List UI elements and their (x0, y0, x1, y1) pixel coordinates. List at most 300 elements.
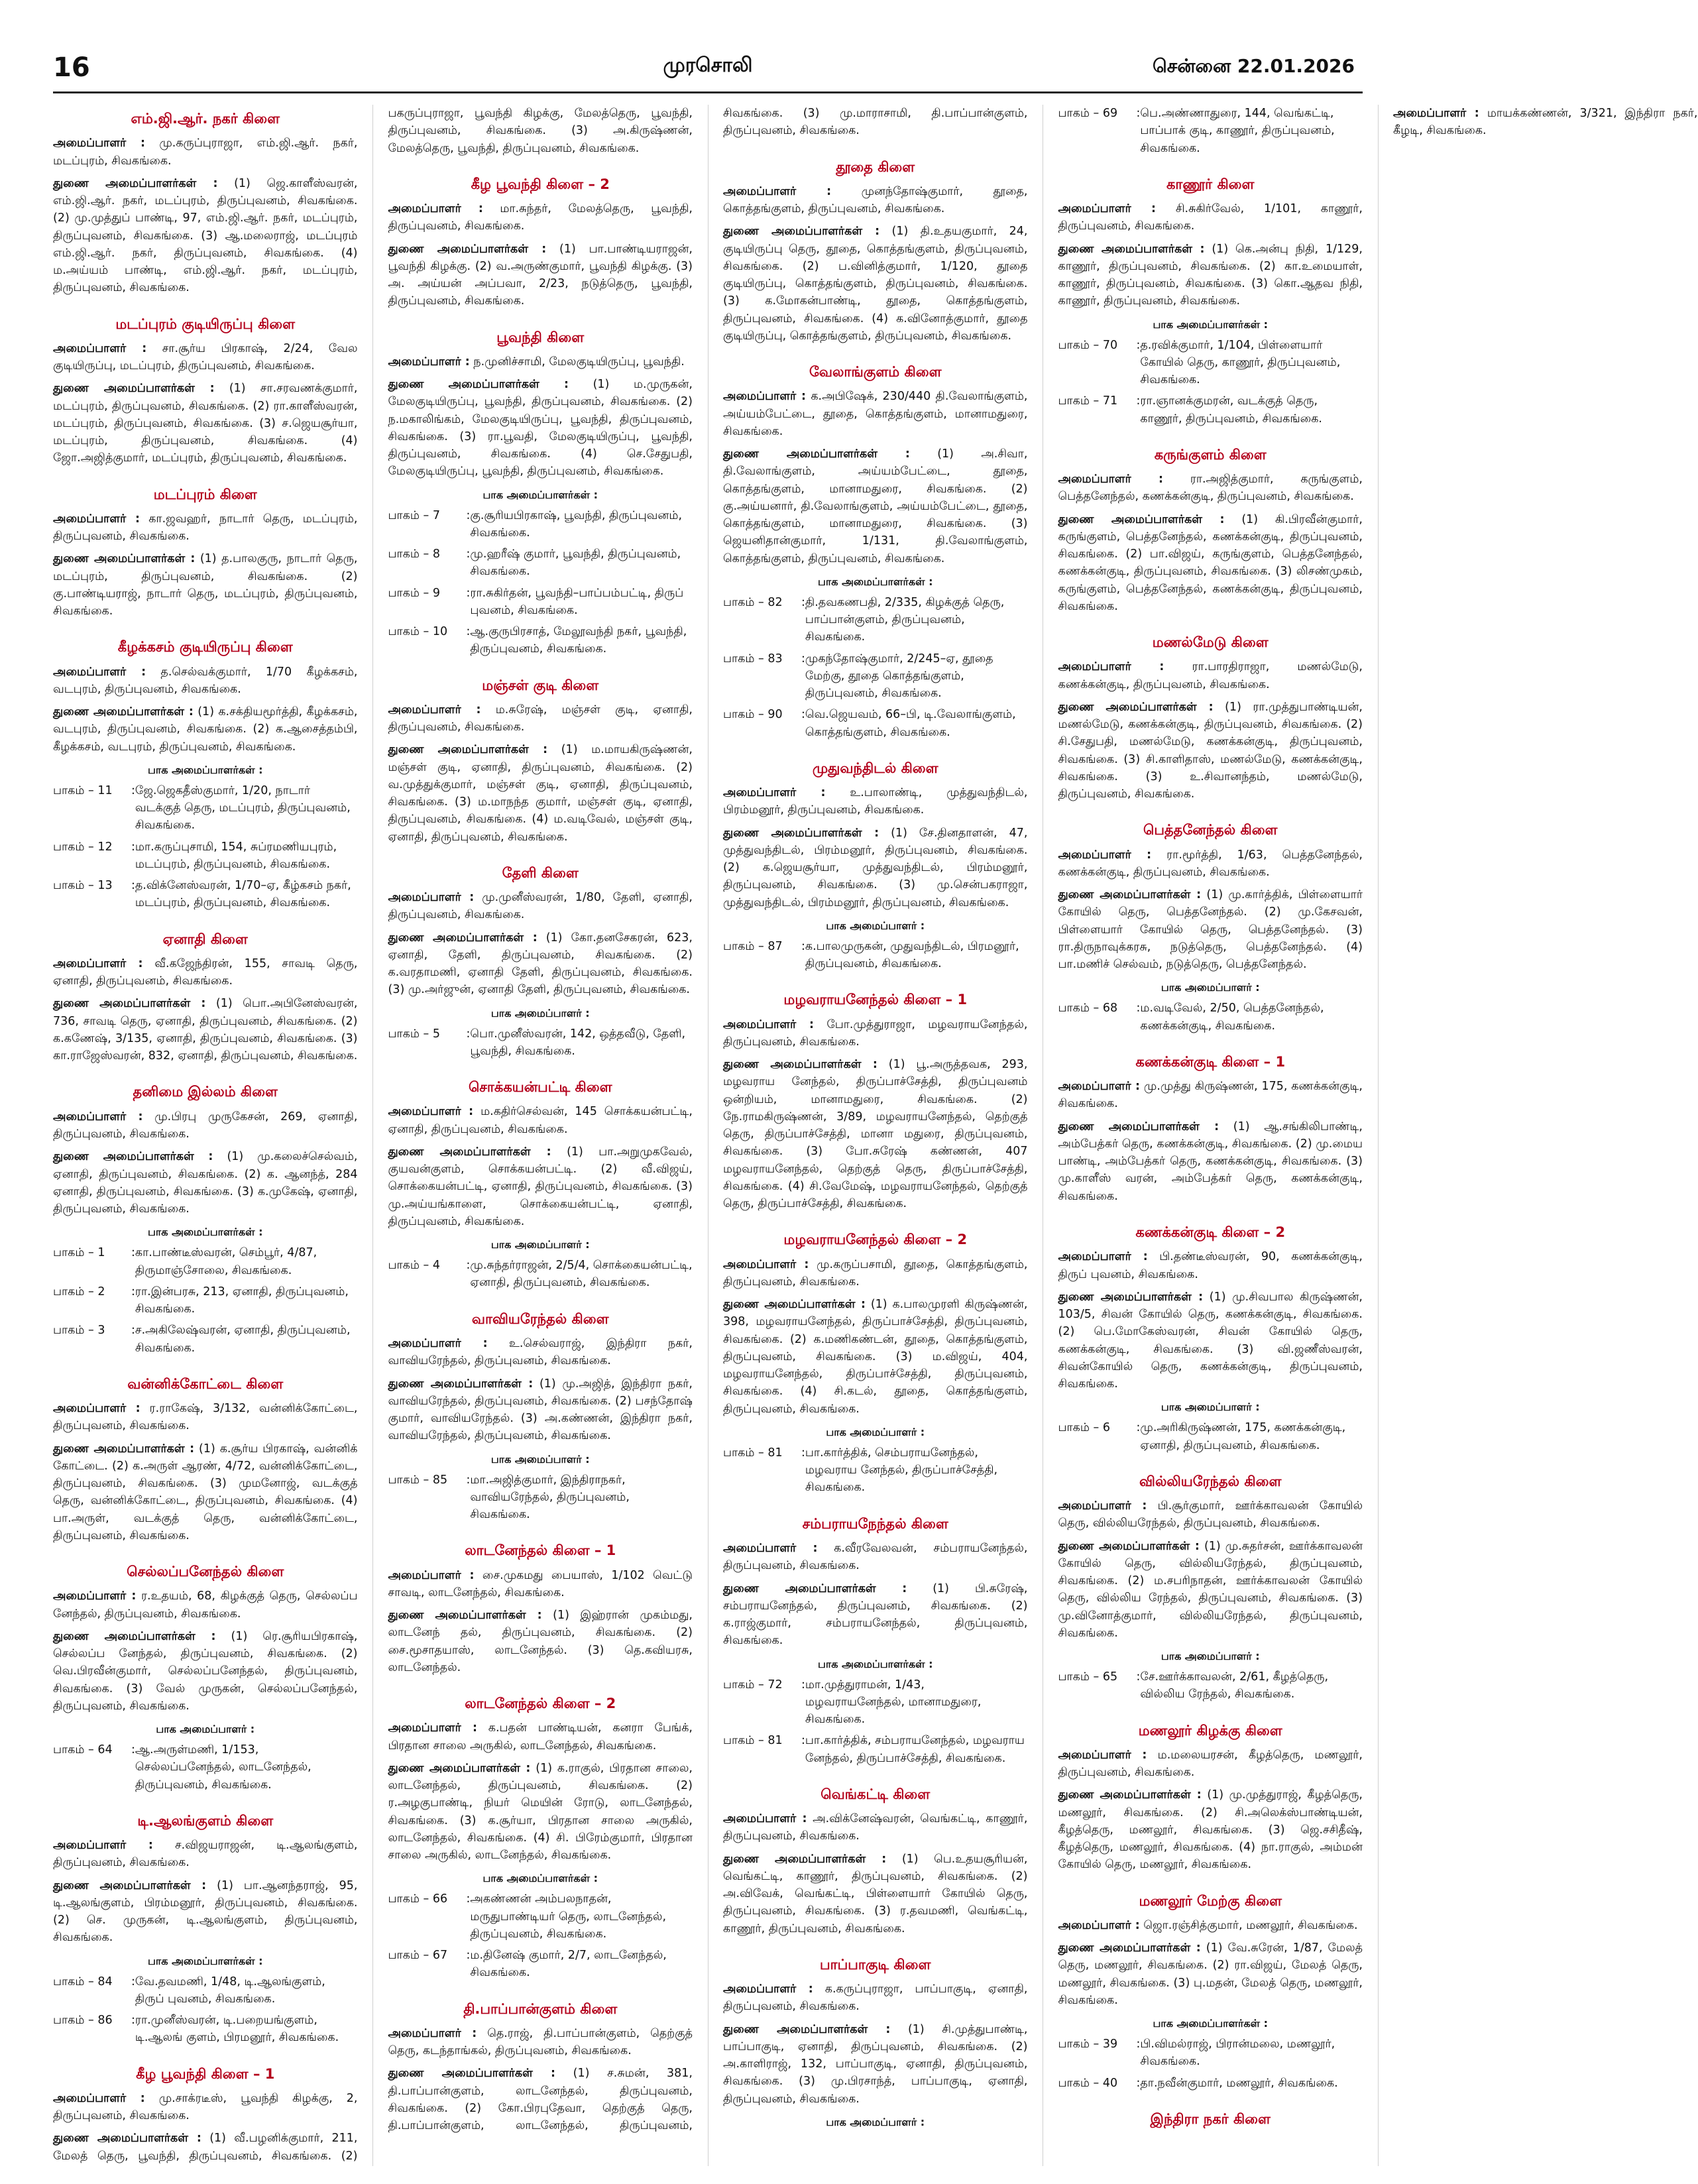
member-entry (53, 1400, 358, 1435)
branch-section (723, 1786, 1028, 1937)
member-entry (53, 380, 358, 467)
role-label: அமைப்பாளர் : (53, 956, 143, 970)
member-entry (388, 1607, 693, 1676)
member-entry (1058, 1497, 1363, 1532)
part-number: பாகம் – 66 (388, 1892, 448, 1906)
part-number: பாகம் – 5 (388, 1027, 440, 1041)
member-entry (1058, 200, 1363, 235)
part-number: பாகம் – 1 (53, 1246, 105, 1260)
member-names: (1) ரெ.சூரியபிரகாஷ், செல்லப்ப னேந்தல், திருப்புவனம், சிவகங்கை. (2) வெ.பிரவீன்குமார், செல்லப்பனேந்தல், திருப்புவனம், சிவகங்கை. (3) வேல் முருகன், செல்லப்பனேந்தல், திருப்புவனம், சிவகங்கை. (53, 1629, 358, 1713)
role-label: அமைப்பாளர் : (723, 1017, 815, 1031)
branch-section (1058, 821, 1363, 1035)
member-names: (1) மு.சுதர்சன், ஊர்க்காவலன் கோயில் தெரு, வில்லியரேந்தல், திருப்புவனம், சிவகங்கை. (2) ம.சபரிநாதன், ஊர்க்காவலன் கோயில் தெரு, வில்லிய ரேந்தல், திருப்புவனம், சிவகங்கை. (3) மு.வினோத்குமார், வில்லியரேந்தல், திருப்புவனம், சிவகங்கை. (1058, 1539, 1363, 1640)
part-number: பாகம் – 40 (1058, 2076, 1118, 2090)
parts-heading: பாக அமைப்பாளர்கள் : (818, 1657, 933, 1670)
part-details: பா.கார்த்திக், சம்பராயனேந்தல், மழவராய னேந்தல், திருப்பாச்சேத்தி, சிவகங்கை. (805, 1734, 1025, 1765)
member-names: முனந்தோஷ்குமார், தூதை, கொத்தங்குளம், திருப்புவனம், சிவகங்கை. (723, 184, 1028, 216)
branch-section (388, 1078, 693, 1292)
member-names: (1) த.பாலகுரு, நாடார் தெரு, மடப்புரம், திருப்புவனம், சிவகங்கை. (2) கு.பாண்டியராஜ், நாடார் தெரு, மடப்புரம், திருப்புவனம், சிவகங்கை. (53, 552, 358, 618)
member-names: (1) பொ.அபினேஸ்வரன், 736, சாவடி தெரு, ஏனாதி, திருப்புவனம், சிவகங்கை. (2) க.கணேஷ், 3/135, ஏனாதி, திருப்புவனம், சிவகங்கை. (3) கா.ராஜேஸ்வரன், 832, ஏனாதி, திருப்புவனம், சிவகங்கை. (53, 997, 358, 1063)
branch-section (388, 1310, 693, 1524)
role-label: அமைப்பாளர் : (53, 512, 140, 526)
role-label: துணை அமைப்பாளர்கள் : (388, 1761, 531, 1775)
member-names: (1) மு.முத்துராஜ், கீழத்தெரு, மணலூர், சிவகங்கை. (2) சி.அலெக்ஸ்பாண்டியன், கீழத்தெரு, மணலூர், சிவகங்கை. (3) ஜெ.சசிதீஷ், கீழத்தெரு, மணலூர், சிவகங்கை. (4) நா.ராகுல், அம்மன் கோயில் தெரு, மணலூர், சிவகங்கை. (1058, 1788, 1363, 1872)
parts-heading: பாக அமைப்பாளர்கள் : (482, 488, 598, 501)
member-names: பி.தண்டீஸ்வரன், 90, கணக்கன்குடி, திருப் புவனம், சிவகங்கை. (1058, 1250, 1363, 1281)
member-entry (1058, 1786, 1363, 1873)
part-number: பாகம் – 71 (1058, 394, 1118, 408)
member-names: (1) ம.மாயகிருஷ்ணன், மஞ்சள் குடி, ஏனாதி, திருப்புவனம், சிவகங்கை. (2) வ.முத்துக்குமார், மஞ்சள் குடி, ஏனாதி, திருப்புவனம், சிவகங்கை. (3) ம.மாநந்த குமார், மஞ்சள் குடி, ஏனாதி, திருப்புவனம், சிவகங்கை. (4) ம.வடிவேல், மஞ்சள் குடி, ஏனாதி, திருப்புவனம், சிவகங்கை. (388, 743, 693, 844)
part-row (1058, 2075, 1363, 2092)
part-row (723, 650, 1028, 703)
part-row (53, 1244, 358, 1279)
part-separator: : (131, 1743, 135, 1757)
part-separator: : (1136, 1002, 1141, 1015)
branch-title: வேலாங்குளம் கிளை (809, 364, 942, 380)
branch-section (53, 1563, 358, 1794)
role-label: அமைப்பாளர் : (1058, 473, 1164, 487)
branch-section (1058, 1892, 1363, 2092)
member-names: மு.கருப்பசாமி, தூதை, கொத்தங்குளம், திருப்புவனம், சிவகங்கை. (723, 1257, 1028, 1289)
member-names: ரா.அஜித்குமார், கருங்குளம், பெத்தனேந்தல், கணக்கன்குடி, திருப்புவனம், சிவகங்கை. (1058, 473, 1363, 504)
part-details: த.ரவிக்குமார், 1/104, பிள்ளையார் கோயில் தெரு, காணூர், திருப்புவனம், சிவகங்கை. (1140, 338, 1341, 387)
branch-section (53, 1375, 358, 1544)
member-names: சை.முகமது பையாஸ், 1/102 வெட்டு சாவடி, லாடனேந்தல், சிவகங்கை. (388, 1568, 693, 1599)
part-separator: : (466, 1473, 471, 1487)
listing-columns (53, 105, 1698, 2166)
part-number: பாகம் – 68 (1058, 1002, 1118, 1015)
role-label: அமைப்பாளர் : (53, 1589, 137, 1603)
branch-section (388, 176, 693, 310)
part-number: பாகம் – 86 (53, 2014, 113, 2028)
part-row (1058, 337, 1363, 389)
part-row (53, 1283, 358, 1318)
part-separator: : (131, 840, 135, 854)
part-number: பாகம் – 67 (388, 1949, 448, 1963)
part-row (1058, 392, 1363, 428)
member-names: (1) மு.அஜித், இந்திரா நகர், வாவியரேந்தல், திருப்புவனம், சிவகங்கை. (2) பசந்தோஷ் குமார், வாவியரேந்தல். (3) அ.கண்ணன், இந்திரா நகர், வாவியரேந்தல், திருப்புவனம், சிவகங்கை. (388, 1377, 693, 1443)
part-separator: : (131, 783, 135, 797)
role-label: அமைப்பாளர் : (53, 1110, 143, 1123)
member-entry (388, 1375, 693, 1445)
member-entry (723, 183, 1028, 218)
role-label: துணை அமைப்பாளர்கள் : (388, 931, 538, 945)
branch-section (1058, 634, 1363, 803)
member-names: ரா.மூர்த்தி, 1/63, பெத்தனேந்தல், கணக்கன்குடி, திருப்புவனம், சிவகங்கை. (1058, 848, 1363, 879)
part-details: முகந்தோஷ்குமார், 2/245–ஏ, தூதை மேற்கு, தூதை கொத்தங்குளம், திருப்புவனம், சிவகங்கை. (805, 652, 993, 701)
part-separator: : (801, 652, 805, 665)
parts-heading: பாக அமைப்பாளர் : (826, 919, 925, 932)
member-names: (1) தி.உதயகுமார், 24, குடியிருப்பு தெரு, தூதை, கொத்தங்குளம், திருப்புவனம், சிவகங்கை. (2) ப.வினித்குமார், 1/120, தூதை குடியிருப்பு, கொத்தங்குளம், திருப்புவனம், சிவகங்கை. (3) க.மோகன்பாண்டி, தூதை, கொத்தங்குளம், திருப்புவனம், சிவகங்கை. (4) க.வினோத்குமார், தூதை குடியிருப்பு, கொத்தங்குளம், திருப்புவனம், சிவகங்கை. (723, 225, 1028, 343)
role-label: அமைப்பாளர் : (53, 341, 147, 355)
role-label: துணை அமைப்பாளர்கள் : (723, 2022, 891, 2036)
part-row (1058, 1668, 1363, 1703)
branch-title: மழவராயனேந்தல் கிளை – 1 (783, 992, 968, 1008)
part-details: பொ.முனீஸ்வரன், 142, ஒத்தவீடு, தேளி, பூவந்தி, சிவகங்கை. (470, 1027, 686, 1058)
member-entry (1058, 1917, 1363, 1934)
branch-title: கீழ பூவந்தி கிளை – 1 (136, 2065, 275, 2082)
member-names: (1) சே.தினதாளன், 47, முத்துவந்திடல், பிரம்மனூர், திருப்புவனம், சிவகங்கை. (2) க.ஜெயசூர்யா, முத்துவந்திடல், பிரம்மனூர், திருப்புவனம், சிவகங்கை. (3) மு.சென்பகராஜா, முத்துவந்திடல், பிரம்மனூர், திருப்புவனம், சிவகங்கை. (723, 826, 1028, 909)
part-separator: : (131, 1285, 135, 1298)
role-label: அமைப்பாளர் : (723, 184, 832, 198)
part-details: ரா.இன்பரசு, 213, ஏனாதி, திருப்புவனம், சிவகங்கை. (135, 1285, 349, 1316)
role-label: அமைப்பாளர் : (53, 2091, 145, 2105)
role-label: துணை அமைப்பாளர்கள் : (388, 242, 547, 256)
part-row (53, 838, 358, 874)
branch-section (53, 110, 358, 297)
parts-heading: பாக அமைப்பாளர்கள் : (148, 1226, 263, 1239)
part-details: பெ.அண்ணாதுரை, 144, வெங்கட்டி, பாப்பாக் குடி, காணூர், திருப்புவனம், சிவகங்கை. (1140, 107, 1335, 155)
member-entry (1058, 1078, 1363, 1113)
member-names: கா.ஜவஹர், நாடார் தெரு, மடப்புரம், திருப்புவனம், சிவகங்கை. (53, 512, 358, 544)
part-number: பாகம் – 81 (723, 1734, 783, 1748)
role-label: அமைப்பாளர் : (723, 786, 826, 800)
member-entry (723, 1981, 1028, 2016)
branch-title: கீழ பூவந்தி கிளை – 2 (471, 176, 610, 192)
branch-section (53, 316, 358, 467)
member-names: (1) சா.சரவணக்குமார், மடப்புரம், திருப்புவனம், சிவகங்கை. (2) ரா.காளீஸ்வரன், மடப்புரம், திருப்புவனம், சிவகங்கை. (3) ச.ஜெயசூர்யா, மடப்புரம், திருப்புவனம், சிவகங்கை. (4) ஜோ.அஜித்குமார், மடப்புரம், திருப்புவனம், சிவகங்கை. (53, 382, 358, 465)
branch-title: சொக்கயன்பட்டி கிளை (468, 1079, 612, 1096)
parts-heading: பாக அமைப்பாளர்கள் : (818, 575, 933, 588)
member-names: மு.முத்து கிருஷ்ணன், 175, கணக்கன்குடி, சிவகங்கை. (1058, 1080, 1363, 1111)
member-entry (723, 1256, 1028, 1291)
parts-heading: பாக அமைப்பாளர்கள் : (1153, 317, 1268, 331)
member-names: (1) இஹ்ரான் முகம்மது, லாடனேந் தல், திருப்புவனம், சிவகங்கை. (2) சை.மூசாதயாஸ், லாடனேந்தல். (3) தெ.கவியரசு, லாடனேந்தல். (388, 1609, 693, 1674)
role-label: துணை அமைப்பாளர்கள் : (1058, 1788, 1202, 1802)
role-label: துணை அமைப்பாளர்கள் : (723, 1852, 887, 1866)
member-entry (723, 1056, 1028, 1212)
member-entry (1058, 471, 1363, 506)
member-names: சா.சூர்ய பிரகாஷ், 2/24, வேல குடியிருப்பு, மடப்புரம், திருப்புவனம், சிவகங்கை. (53, 341, 358, 373)
member-entry (723, 1540, 1028, 1575)
part-separator: : (466, 508, 471, 522)
branch-title: காணூர் கிளை (1166, 176, 1255, 192)
member-entry (53, 1837, 358, 1872)
part-details: ரா.ஞானக்குமரன், வடக்குத் தெரு, காணூர், திருப்புவனம், சிவகங்கை. (1140, 394, 1322, 426)
part-row (723, 1676, 1028, 1729)
branch-title: பாப்பாகுடி கிளை (820, 1956, 931, 1973)
member-names: (1) ம.முருகன், மேலகுடியிருப்பு, பூவந்தி, திருப்புவனம், சிவகங்கை. (2) ந.மகாலிங்கம், மேலகுடியிருப்பு, பூவந்தி, திருப்புவனம், சிவகங்கை. (3) ரா.பூவதி, மேலகுடியிருப்பு, பூவந்தி, திருப்புவனம், சிவகங்கை. (4) செ.சேதுபதி, மேலகுடியிருப்பு, பூவந்தி, திருப்புவனம், சிவகங்கை. (388, 378, 693, 479)
branch-section (53, 638, 358, 911)
part-row (388, 1471, 693, 1524)
part-details: மா.அஜித்குமார், இந்திராநகர், வாவியரேந்தல், திருப்புவனம், சிவகங்கை. (470, 1473, 630, 1522)
role-label: துணை அமைப்பாளர்கள் : (388, 2067, 556, 2081)
member-entry (388, 1567, 693, 1602)
part-number: பாகம் – 90 (723, 708, 783, 722)
part-number: பாகம் – 11 (53, 783, 113, 797)
branch-section (723, 158, 1028, 345)
part-details: ஜே.ஜெகதீஸ்குமார், 1/20, நாடார் வடக்குத் தெரு, மடப்புரம், திருப்புவனம், சிவகங்கை. (135, 783, 351, 833)
branch-title: மடப்புரம் கிளை (153, 486, 257, 502)
part-details: பா.கார்த்திக், செம்பராயனேந்தல், மழவராய னேந்தல், திருப்பாச்சேத்தி, சிவகங்கை. (805, 1446, 998, 1495)
member-entry (388, 241, 693, 310)
part-number: பாகம் – 6 (1058, 1421, 1110, 1435)
part-number: பாகம் – 82 (723, 595, 783, 609)
member-names: க.பதன் பாண்டியன், கனரா பேங்க், பிரதான சாலை அருகில், லாடனேந்தல், சிவகங்கை. (388, 1721, 693, 1753)
branch-title: வில்லியரேந்தல் கிளை (1139, 1473, 1282, 1489)
part-row (723, 938, 1028, 973)
branch-title: வன்னிக்கோட்டை கிளை (127, 1375, 284, 1392)
member-entry (1058, 846, 1363, 882)
member-names: (1) சி.முத்துபாண்டி, பாப்பாகுடி, ஏனாதி, திருப்புவனம், சிவகங்கை. (2) அ.காளிராஜ், 132, பாப்பாகுடி, ஏனாதி, திருப்புவனம், சிவகங்கை. (3) மு.பிரசாந்த், பாப்பாகுடி, ஏனாதி, திருப்புவனம், சிவகங்கை. (723, 2022, 1028, 2106)
role-label: அமைப்பாளர் : (388, 355, 470, 369)
role-label: அமைப்பாளர் : (388, 1105, 474, 1119)
part-row (388, 1025, 693, 1061)
member-names: ர.ராகேஷ், 3/132, வன்னிக்கோட்டை, திருப்புவனம், சிவகங்கை. (53, 1402, 358, 1433)
parts-heading: பாக அமைப்பாளர்கள் : (148, 763, 263, 776)
member-entry (53, 1877, 358, 1947)
part-separator: : (801, 595, 805, 609)
member-names: (1) வே.சுரேன், 1/87, மேலத் தெரு, மணலூர், சிவகங்கை. (2) ரா.விஜய், மேலத் தெரு, மணலூர், சிவகங்கை. (3) பு.மதன், மேலத் தெரு, மணலூர், சிவகங்கை. (1058, 1941, 1363, 2007)
branch-section (723, 760, 1028, 973)
parts-heading: பாக அமைப்பாளர்கள் : (1153, 2017, 1268, 2030)
member-entry (53, 510, 358, 546)
branch-title: பெத்தனேந்தல் கிளை (1143, 822, 1278, 838)
member-names: ரா.பாரதிராஜா, மணல்மேடு, கணக்கன்குடி, திருப்புவனம், சிவகங்கை. (1058, 660, 1363, 691)
parts-heading: பாக அமைப்பாளர் : (1160, 1401, 1260, 1414)
parts-heading: பாக அமைப்பாளர்கள் : (482, 1872, 598, 1885)
member-entry (388, 1335, 693, 1370)
role-label: துணை அமைப்பாளர்கள் : (53, 1629, 216, 1643)
member-entry (53, 550, 358, 620)
branch-title: மணலூர் கிழக்கு கிளை (1138, 1722, 1282, 1739)
part-separator: : (1136, 2038, 1141, 2051)
branch-section (723, 363, 1028, 741)
newspaper-name: முரசொலி (663, 54, 753, 77)
part-separator: : (801, 1734, 805, 1748)
member-names: க.கருப்புராஜா, பாப்பாகுடி, ஏனாதி, திருப்புவனம், சிவகங்கை. (723, 1983, 1028, 2014)
member-names: (1) க.பாலமுரளி கிருஷ்ணன், 398, மழவராயனேந்தல், திருப்பாச்சேத்தி, திருப்புவனம், சிவகங்கை. (2) க.மணிகண்டன், தூதை, கொத்தங்குளம், திருப்புவனம், சிவகங்கை. (3) ம.விஜய், 404, மழவராயனேந்தல், திருப்பாச்சேத்தி, திருப்புவனம், சிவகங்கை. (4) சி.கடல், தூதை, கொத்தங்குளம், திருப்புவனம், சிவகங்கை. (723, 1298, 1028, 1416)
member-names: போ.முத்துராஜா, மழவராயனேந்தல், திருப்புவனம், சிவகங்கை. (723, 1017, 1028, 1049)
role-label: துணை அமைப்பாளர்கள் : (1058, 1290, 1204, 1304)
member-names: (1) கி.பிரவீன்குமார், கருங்குளம், பெத்தனேந்தல், கணக்கன்குடி, திருப்புவனம், சிவகங்கை. (2) பா.விஜய், கருங்குளம், பெத்தனேந்தல், கணக்கன்குடி, திருப்புவனம், சிவகங்கை. (3) லிசண்முகம், கருங்குளம், பெத்தனேந்தல், கணக்கன்குடி, திருப்புவனம், சிவகங்கை. (1058, 512, 1363, 613)
parts-heading: பாக அமைப்பாளர் : (1160, 1650, 1260, 1663)
member-names: (1) மு.சிவபால கிருஷ்ணன், 103/5, சிவன் கோயில் தெரு, கணக்கன்குடி, சிவகங்கை. (2) பெ.மோகேஸ்வரன், சிவன் கோயில் தெரு, கணக்கன்குடி, சிவகங்கை. (3) வி.ஜணீஸ்வரன், சிவன்கோயில் தெரு, கணக்கன்குடி, திருப்புவனம், சிவகங்கை. (1058, 1290, 1363, 1391)
role-label: அமைப்பாளர் : (1058, 1250, 1148, 1264)
part-details: ம.வடிவேல், 2/50, பெத்தனேந்தல், கணக்கன்குடி, சிவகங்கை. (1140, 1002, 1324, 1033)
member-names: தெ.ராஜ், தி.பாப்பான்குளம், தெற்குத் தெரு, கடந்தாங்கல், திருப்புவனம், சிவகங்கை. (388, 2026, 693, 2058)
member-entry (388, 200, 693, 235)
member-names: த.செல்வக்குமார், 1/70 கீழக்கசம், வடபுரம், திருப்புவனம், சிவகங்கை. (53, 665, 358, 696)
member-entry (388, 353, 693, 371)
part-separator: : (801, 1678, 805, 1692)
branch-title: செல்லப்பனேந்தல் கிளை (127, 1564, 284, 1580)
part-number: பாகம் – 81 (723, 1446, 783, 1460)
part-separator: : (466, 1892, 471, 1906)
branch-section (1058, 1722, 1363, 1874)
role-label: அமைப்பாளர் : (388, 2026, 477, 2040)
branch-section (388, 1695, 693, 1982)
part-details: வே.தவமணி, 1/48, டி.ஆலங்குளம், திருப் புவனம், சிவகங்கை. (135, 1975, 325, 2006)
part-row (388, 1257, 693, 1292)
role-label: துணை அமைப்பாளர்கள் : (723, 447, 910, 461)
member-names: க.அபிஷேக், 230/440 தி.வேலாங்குளம், அய்யம்பேட்டை, தூதை, கொத்தங்குளம், மானாமதுரை, சிவகங்கை. (723, 390, 1028, 438)
member-names: பி.சூர்குமார், ஊர்க்காவலன் கோயில் தெரு, வில்லியரேந்தல், திருப்புவனம், சிவகங்கை. (1058, 1499, 1363, 1530)
part-details: கா.பாண்டீஸ்வரன், செம்பூர், 4/87, திருமாஞ்சோலை, சிவகங்கை. (135, 1246, 317, 1277)
part-row (388, 1947, 693, 1982)
member-names: சி.சுகிர்வேல், 1/101, காணூர், திருப்புவனம், சிவகங்கை. (1058, 202, 1363, 233)
part-separator: : (466, 1027, 471, 1041)
role-label: அமைப்பாளர் : (1058, 660, 1164, 674)
part-number: பாகம் – 4 (388, 1259, 440, 1273)
role-label: அமைப்பாளர் : (388, 1568, 475, 1582)
part-details: தா.நவீன்குமார், மணலூர், சிவகங்கை. (1140, 2076, 1338, 2090)
header-divider (53, 91, 1363, 93)
part-separator: : (801, 708, 805, 722)
role-label: துணை அமைப்பாளர்கள் : (723, 1058, 877, 1072)
branch-title: மணல்மேடு கிளை (1152, 634, 1269, 651)
branch-title: முதுவந்திடல் கிளை (812, 760, 938, 776)
branch-section (723, 1231, 1028, 1496)
member-entry (1058, 1538, 1363, 1642)
branch-section (53, 486, 358, 620)
member-entry (388, 701, 693, 736)
member-names: (1) அ.சிவா, தி.வேலாங்குளம், அய்யம்பேட்டை, தூதை, கொத்தங்குளம், மானாமதுரை, சிவகங்கை. (2) கு.அய்யனார், தி.வேலாங்குளம், அய்யம்பேட்டை, தூதை, கொத்தங்குளம், மானாமதுரை, சிவகங்கை. (3) ஜெயனிதான்குமார், 1/131, தி.வேலாங்குளம், கொத்தங்குளம், திருப்புவனம், சிவகங்கை. (723, 447, 1028, 565)
branch-title: லாடனேந்தல் கிளை – 1 (465, 1542, 616, 1559)
part-number: பாகம் – 65 (1058, 1670, 1118, 1684)
member-entry (723, 1016, 1028, 1051)
member-entry (53, 1628, 358, 1715)
role-label: துணை அமைப்பாளர்கள் : (1058, 1539, 1200, 1553)
part-row (53, 1741, 358, 1794)
role-label: துணை அமைப்பாளர்கள் : (1058, 512, 1225, 526)
part-number: பாகம் – 87 (723, 939, 783, 953)
part-details: ம.தினேஷ் குமார், 2/7, லாடனேந்தல், சிவகங்கை. (470, 1949, 667, 1980)
member-entry (388, 2025, 693, 2060)
member-entry (723, 2021, 1028, 2108)
branch-title: கருங்குளம் கிளை (1154, 446, 1267, 463)
member-entry (53, 663, 358, 699)
role-label: அமைப்பாளர் : (53, 137, 146, 150)
role-label: அமைப்பாளர் : (1393, 107, 1479, 120)
member-entry (1058, 1939, 1363, 2009)
branch-title: பூவந்தி கிளை (496, 329, 585, 345)
member-names: ர.உதயம், 68, கிழக்குத் தெரு, செல்லப்ப னேந்தல், திருப்புவனம், சிவகங்கை. (53, 1589, 358, 1621)
parts-heading: பாக அமைப்பாளர் : (156, 1723, 255, 1736)
part-number: பாகம் – 10 (388, 625, 448, 639)
member-names: (1) பி.சுரேஷ், சம்பராயனேந்தல், திருப்புவனம், சிவகங்கை. (2) க.ராஜ்குமார், சம்பராயனேந்தல், திருப்புவனம், சிவகங்கை. (723, 1581, 1028, 1648)
part-details: தி.தவகணபதி, 2/335, கிழக்குத் தெரு, பாப்பான்குளம், திருப்புவனம், சிவகங்கை. (805, 595, 1005, 644)
member-names: மு.சாக்ரடீஸ், பூவந்தி கிழக்கு, 2, திருப்புவனம், சிவகங்கை. (53, 2091, 358, 2123)
role-label: அமைப்பாளர் : (1058, 202, 1157, 216)
role-label: துணை அமைப்பாளர்கள் : (53, 1442, 195, 1456)
member-names: ம.மலையரசன், கீழத்தெரு, மணலூர், திருப்புவனம், சிவகங்கை. (1058, 1748, 1363, 1780)
member-names: உ.செல்வராஜ், இந்திரா நகர், வாவியரேந்தல், திருப்புவனம், சிவகங்கை. (388, 1337, 693, 1368)
member-entry (53, 955, 358, 990)
part-separator: : (801, 1446, 805, 1460)
member-entry (723, 388, 1028, 440)
member-entry (723, 784, 1028, 819)
role-label: அமைப்பாளர் : (53, 665, 146, 679)
member-entry (1058, 1289, 1363, 1393)
branch-section (388, 1542, 693, 1676)
part-details: வெ.ஜெயவம், 66–பி, டி.வேலாங்குளம், கொத்தங்குளம், சிவகங்கை. (805, 708, 1016, 739)
branch-title: மஞ்சள் குடி கிளை (482, 677, 599, 693)
role-label: அமைப்பாளர் : (388, 1721, 478, 1735)
part-details: ச.அகிலேஷ்வரன், ஏனாதி, திருப்புவனம், சிவகங்கை. (135, 1324, 351, 1355)
member-names: மு.முனீஸ்வரன், 1/80, தேளி, ஏனாதி, திருப்புவனம், சிவகங்கை. (388, 891, 693, 922)
member-names: (1) வீ.பழனிக்குமார், 211, மேலத் தெரு, பூவந்தி, திருப்புவனம், சிவகங்கை. (2) பகருப்புராஜா, பூவந்தி கிழக்கு, மேலத்தெரு, பூவந்தி, திருப்புவனம், சிவகங்கை. (3) அ.கிருஷ்ணன், மேலத்தெரு, பூவந்தி, திருப்புவனம், சிவகங்கை. (53, 107, 693, 2163)
member-entry (53, 340, 358, 375)
part-number: பாகம் – 70 (1058, 338, 1118, 352)
role-label: துணை அமைப்பாளர்கள் : (53, 1150, 213, 1164)
member-entry (1058, 241, 1363, 310)
role-label: துணை அமைப்பாளர்கள் : (53, 997, 206, 1011)
branch-title: கணக்கன்குடி கிளை – 1 (1135, 1053, 1286, 1070)
part-separator: : (1136, 394, 1141, 408)
part-separator: : (131, 2014, 135, 2028)
branch-title: தூதை கிளை (836, 158, 915, 175)
member-entry (1058, 658, 1363, 693)
member-names: (1) ரா.முத்துபாண்டியன், மணல்மேடு, கணக்கன்குடி, திருப்புவனம், சிவகங்கை. (2) சி.சேதுபதி, மணல்மேடு, கணக்கன்குடி, திருப்புவனம், சிவகங்கை. (3) சி.காளிதாஸ், மணல்மேடு, கணக்கன்குடி, சிவகங்கை. (3) உ.சிவானந்தம், மணல்மேடு, திருப்புவனம், சிவகங்கை. (1058, 700, 1363, 801)
part-number: பாகம் – 3 (53, 1324, 105, 1338)
part-row (723, 594, 1028, 646)
part-number: பாகம் – 7 (388, 508, 440, 522)
member-entry (53, 175, 358, 297)
member-names: (1) ஜெ.காளீஸ்வரன், எம்.ஜி.ஆர். நகர், மடப்புரம், திருப்புவனம், சிவகங்கை. (2) மு.முத்துப் பாண்டி, 97, எம்.ஜி.ஆர். நகர், மடப்புரம், திருப்புவனம், சிவகங்கை. (3) ஆ.மலைராஜ், மடப்புரம் எம்.ஜி.ஆர். நகர், திருப்புவனம், சிவகங்கை. (4) ம.அய்யம் பாண்டி, எம்.ஜி.ஆர். நகர், மடப்புரம், திருப்புவனம், சிவகங்கை. (53, 176, 358, 295)
part-separator: : (1136, 2076, 1141, 2090)
member-entry (388, 1719, 693, 1754)
part-row (1058, 2036, 1363, 2071)
member-names: ஜொ.ரஞ்சித்குமார், மணலூர், சிவகங்கை. (1143, 1918, 1358, 1932)
part-number: பாகம் – 39 (1058, 2038, 1118, 2051)
member-names: அ.விக்னேஷ்வரன், வெங்கட்டி, காணூர், திருப்புவனம், சிவகங்கை. (723, 1812, 1028, 1843)
role-label: துணை அமைப்பாளர்கள் : (53, 382, 215, 396)
parts-heading: பாக அமைப்பாளர் : (490, 1238, 590, 1251)
member-names: ம.சுரேஷ், மஞ்சள் குடி, ஏனாதி, திருப்புவனம், சிவகங்கை. (388, 703, 693, 734)
part-details: ஆ.அருள்மணி, 1/153, செல்லப்பனேந்தல், லாடனேந்தல், திருப்புவனம், சிவகங்கை. (135, 1743, 311, 1792)
role-label: அமைப்பாளர் : (1058, 1918, 1140, 1932)
branch-section (53, 931, 358, 1065)
member-names: (1) மு.கலைச்செல்வம், ஏனாதி, திருப்புவனம், சிவகங்கை. (2) க. ஆனந்த், 284 ஏனாதி, திருப்புவனம், சிவகங்கை. (3) க.முகேஷ், ஏனாதி, திருப்புவனம், சிவகங்கை. (53, 1150, 358, 1216)
member-names: (1) பா.அறுமுகவேல், குயவன்குளம், சொக்கயன்பட்டி. (2) வீ.விஜய், சொக்கையன்பட்டி, ஏனாதி, திருப்புவனம், சிவகங்கை. (3) மு.அய்யங்காளை, சொக்கையன்பட்டி, ஏனாதி, திருப்புவனம், சிவகங்கை. (388, 1145, 693, 1228)
part-row (53, 1322, 358, 1357)
part-row (1058, 1000, 1363, 1035)
role-label: அமைப்பாளர் : (723, 1983, 813, 1996)
branch-title: சம்பராயநேந்தல் கிளை (802, 1515, 948, 1532)
part-row (388, 507, 693, 542)
member-entry (723, 223, 1028, 345)
branch-section (723, 1515, 1028, 1767)
branch-title: லாடனேந்தல் கிளை – 2 (465, 1695, 616, 1712)
role-label: துணை அமைப்பாளர்கள் : (53, 2132, 201, 2146)
branch-section (388, 677, 693, 846)
part-row (388, 585, 693, 620)
branch-title: தேளி கிளை (502, 864, 579, 881)
role-label: அமைப்பாளர் : (388, 703, 481, 717)
role-label: துணை அமைப்பாளர்கள் : (723, 225, 880, 239)
branch-section (1058, 446, 1363, 615)
member-names: (1) பா.ஆனந்தராஜ், 95, டி.ஆலங்குளம், பிரம்மனூர், திருப்புவனம், சிவகங்கை. (2) செ. முருகன், டி.ஆலங்குளம், திருப்புவனம், சிவகங்கை. (53, 1878, 358, 1945)
member-names: (1) பெ.உதயசூரியன், வெங்கட்டி, காணூர், திருப்புவனம், சிவகங்கை. (2) அ.விவேக், வெங்கட்டி, பிள்ளையார் கோயில் தெரு, திருப்புவனம், சிவகங்கை. (3) ர.தவமணி, வெங்கட்டி, காணூர், திருப்புவனம், சிவகங்கை. (723, 1852, 1028, 1935)
member-entry (53, 1440, 358, 1545)
branch-title: மணலூர் மேற்கு கிளை (1139, 1892, 1282, 1909)
member-names: க.வீரவேலவன், சம்பராயனேந்தல், திருப்புவனம், சிவகங்கை. (723, 1542, 1028, 1573)
role-label: துணை அமைப்பாளர்கள் : (1058, 700, 1214, 714)
role-label: துணை அமைப்பாளர்கள் : (53, 552, 196, 566)
part-details: த.விக்னேஸ்வரன், 1/70–ஏ, கீழ்கசம் நகர், மடப்புரம், திருப்புவனம், சிவகங்கை. (135, 879, 351, 910)
part-number: பாகம் – 85 (388, 1473, 448, 1487)
member-entry (723, 1296, 1028, 1418)
role-label: அமைப்பாளர் : (53, 1839, 153, 1853)
part-row (723, 706, 1028, 741)
member-entry (723, 1810, 1028, 1845)
part-details: மா.முத்துராமன், 1/43, மழவராயனேந்தல், மானாமதுரை, சிவகங்கை. (805, 1678, 982, 1727)
member-entry (53, 135, 358, 170)
part-number: பாகம் – 2 (53, 1285, 105, 1298)
part-number: பாகம் – 69 (1058, 107, 1118, 120)
member-entry (388, 1103, 693, 1138)
